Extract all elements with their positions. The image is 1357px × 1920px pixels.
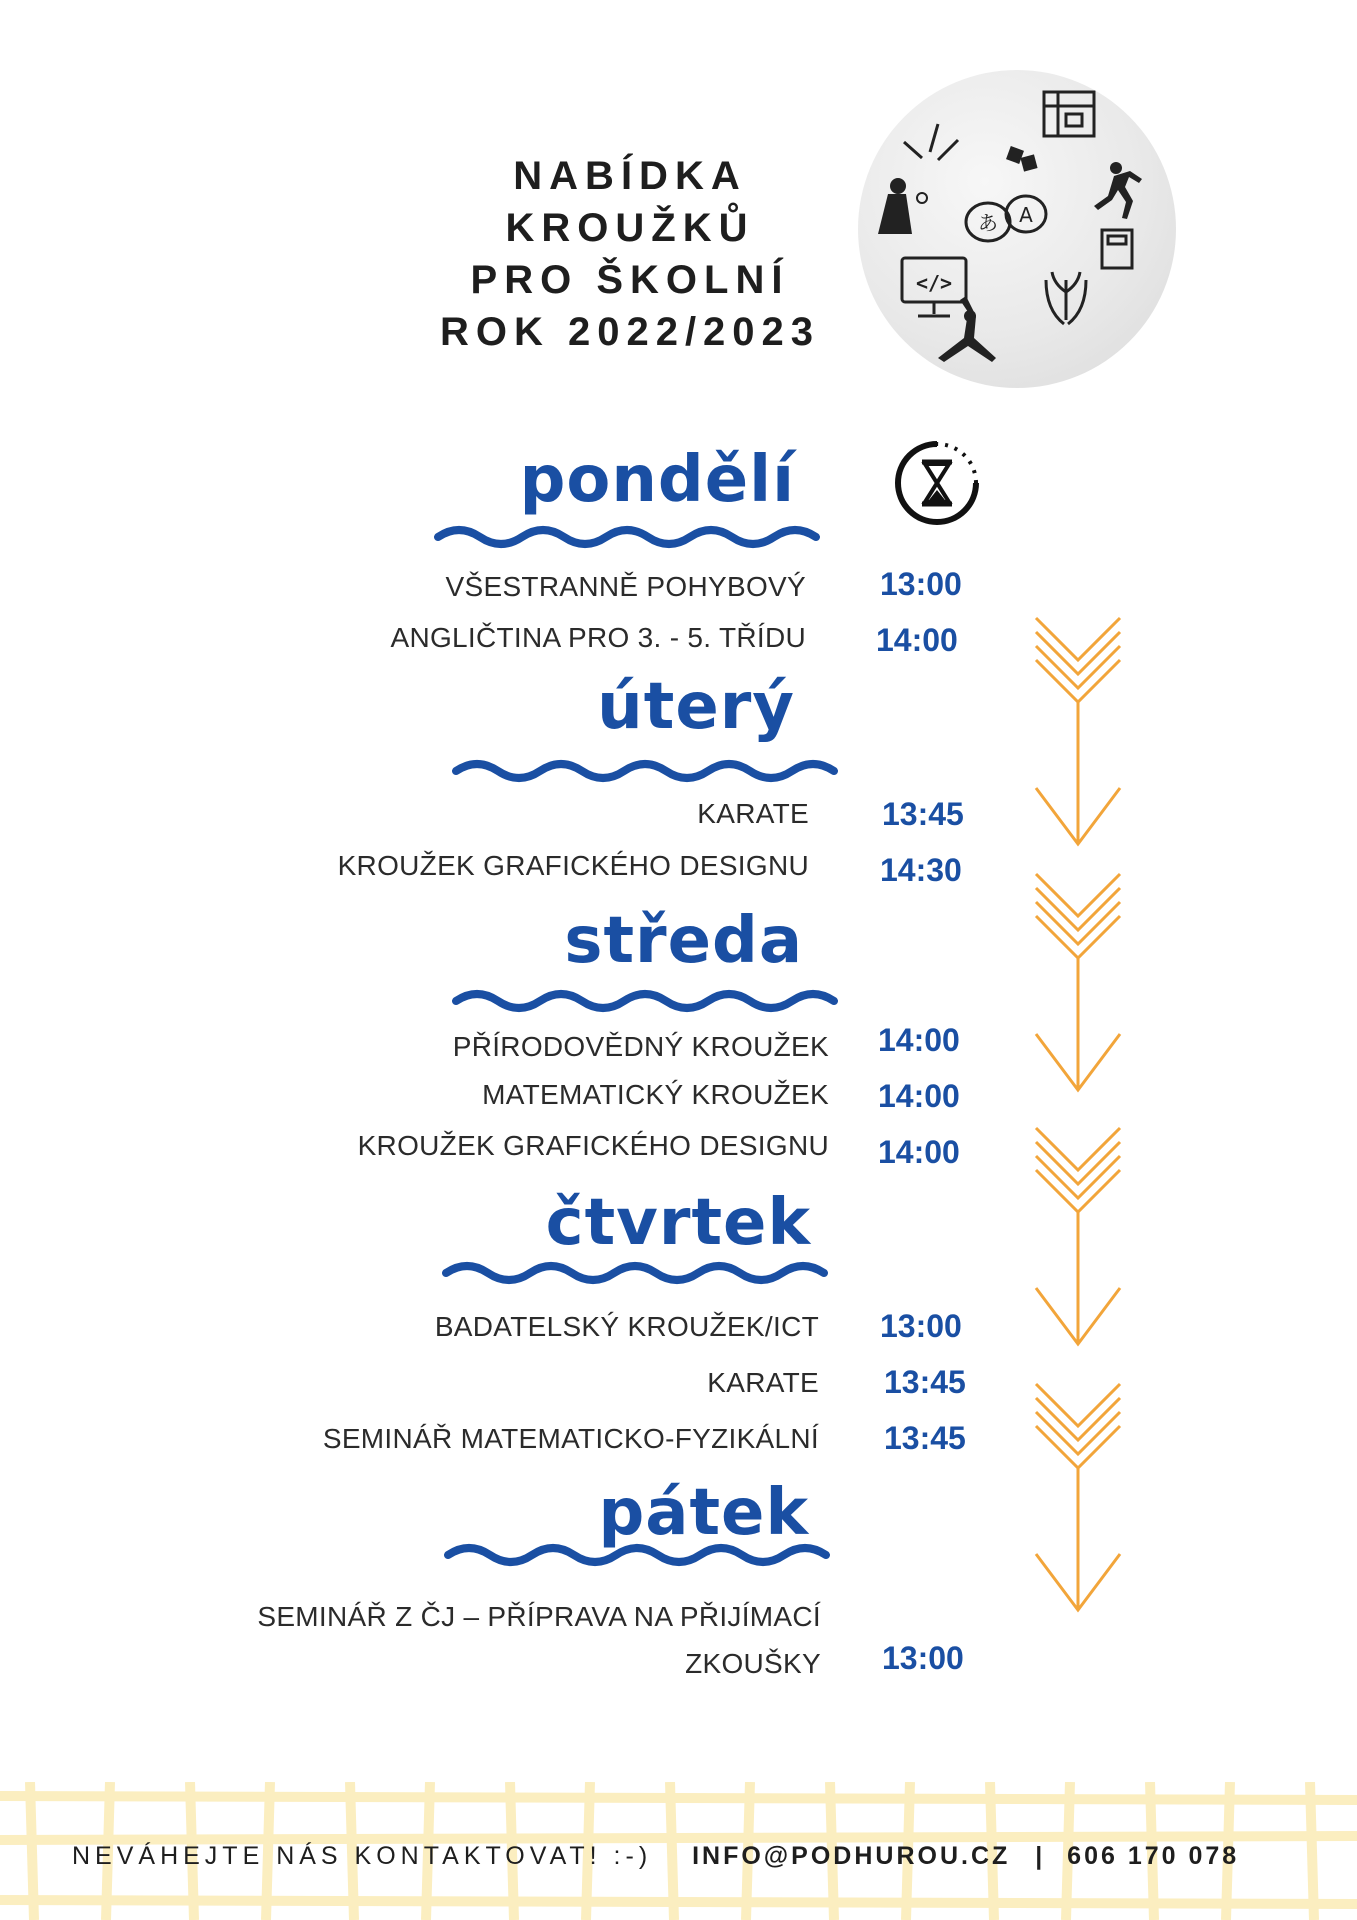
chevrons-down-arrow-icon bbox=[1030, 868, 1126, 1098]
time-friday-1: 13:00 bbox=[882, 1640, 964, 1676]
activity-thursday-3: SEMINÁŘ MATEMATICKO-FYZIKÁLNÍ bbox=[322, 1423, 819, 1454]
chevrons-down-arrow-icon bbox=[1030, 1122, 1126, 1352]
day-heading-tuesday: úterý bbox=[597, 670, 795, 744]
wave-divider bbox=[442, 1256, 832, 1290]
day-heading-thursday: čtvrtek bbox=[545, 1186, 811, 1260]
title-line-1: NABÍDKA bbox=[513, 154, 747, 198]
language-icon-a: A bbox=[1019, 203, 1033, 227]
activity-monday-2: ANGLIČTINA PRO 3. - 5. TŘÍDU bbox=[390, 622, 806, 653]
chevrons-down-arrow-icon bbox=[1030, 612, 1126, 852]
time-tuesday-2: 14:30 bbox=[880, 852, 962, 888]
activity-wednesday-2: MATEMATICKÝ KROUŽEK bbox=[482, 1079, 829, 1110]
time-thursday-2: 13:45 bbox=[884, 1364, 966, 1400]
code-icon-text: </> bbox=[915, 271, 953, 295]
activity-wednesday-3: KROUŽEK GRAFICKÉHO DESIGNU bbox=[357, 1130, 829, 1161]
wave-divider bbox=[434, 520, 824, 554]
activity-thursday-1: BADATELSKÝ KROUŽEK/ICT bbox=[434, 1311, 819, 1342]
wave-divider bbox=[452, 754, 842, 788]
day-heading-monday: pondělí bbox=[519, 443, 795, 517]
contact-phone[interactable]: 606 170 078 bbox=[1067, 1842, 1240, 1870]
time-wednesday-3: 14:00 bbox=[878, 1134, 960, 1170]
wave-divider bbox=[452, 984, 842, 1018]
day-heading-wednesday: středa bbox=[564, 904, 803, 978]
contact-email[interactable]: INFO@PODHUROU.CZ bbox=[692, 1842, 1011, 1870]
time-monday-2: 14:00 bbox=[876, 622, 958, 658]
activity-monday-1: VŠESTRANNĚ POHYBOVÝ bbox=[445, 571, 806, 602]
chevrons-down-arrow-icon bbox=[1030, 1378, 1126, 1618]
activities-collage-icon bbox=[858, 70, 1176, 388]
time-wednesday-1: 14:00 bbox=[878, 1022, 960, 1058]
activity-friday-1-line-1: SEMINÁŘ Z ČJ – PŘÍPRAVA NA PŘIJÍMACÍ bbox=[257, 1601, 821, 1632]
language-icon-jp: あ bbox=[978, 211, 998, 235]
activity-friday-1-line-2: ZKOUŠKY bbox=[685, 1648, 821, 1679]
activity-tuesday-1: KARATE bbox=[697, 798, 809, 829]
time-thursday-1: 13:00 bbox=[880, 1308, 962, 1344]
time-tuesday-1: 13:45 bbox=[882, 796, 964, 832]
time-thursday-3: 13:45 bbox=[884, 1420, 966, 1456]
day-heading-friday: pátek bbox=[598, 1476, 809, 1550]
title-line-4: ROK 2022/2023 bbox=[439, 310, 821, 354]
activity-wednesday-1: PŘÍRODOVĚDNÝ KROUŽEK bbox=[452, 1031, 829, 1062]
activity-thursday-2: KARATE bbox=[707, 1367, 819, 1398]
footer-lead: NEVÁHEJTE NÁS KONTAKTOVAT! :-) bbox=[72, 1842, 653, 1870]
time-wednesday-2: 14:00 bbox=[878, 1078, 960, 1114]
activity-tuesday-2: KROUŽEK GRAFICKÉHO DESIGNU bbox=[337, 850, 809, 881]
footer-separator: | bbox=[1035, 1842, 1043, 1870]
wave-divider bbox=[444, 1538, 834, 1572]
page-title bbox=[400, 150, 860, 358]
hourglass-icon bbox=[892, 438, 982, 528]
time-monday-1: 13:00 bbox=[880, 566, 962, 602]
footer-contact bbox=[72, 1840, 1302, 1872]
title-line-3: PRO ŠKOLNÍ bbox=[470, 258, 790, 302]
title-line-2: KROUŽKŮ bbox=[505, 206, 755, 250]
